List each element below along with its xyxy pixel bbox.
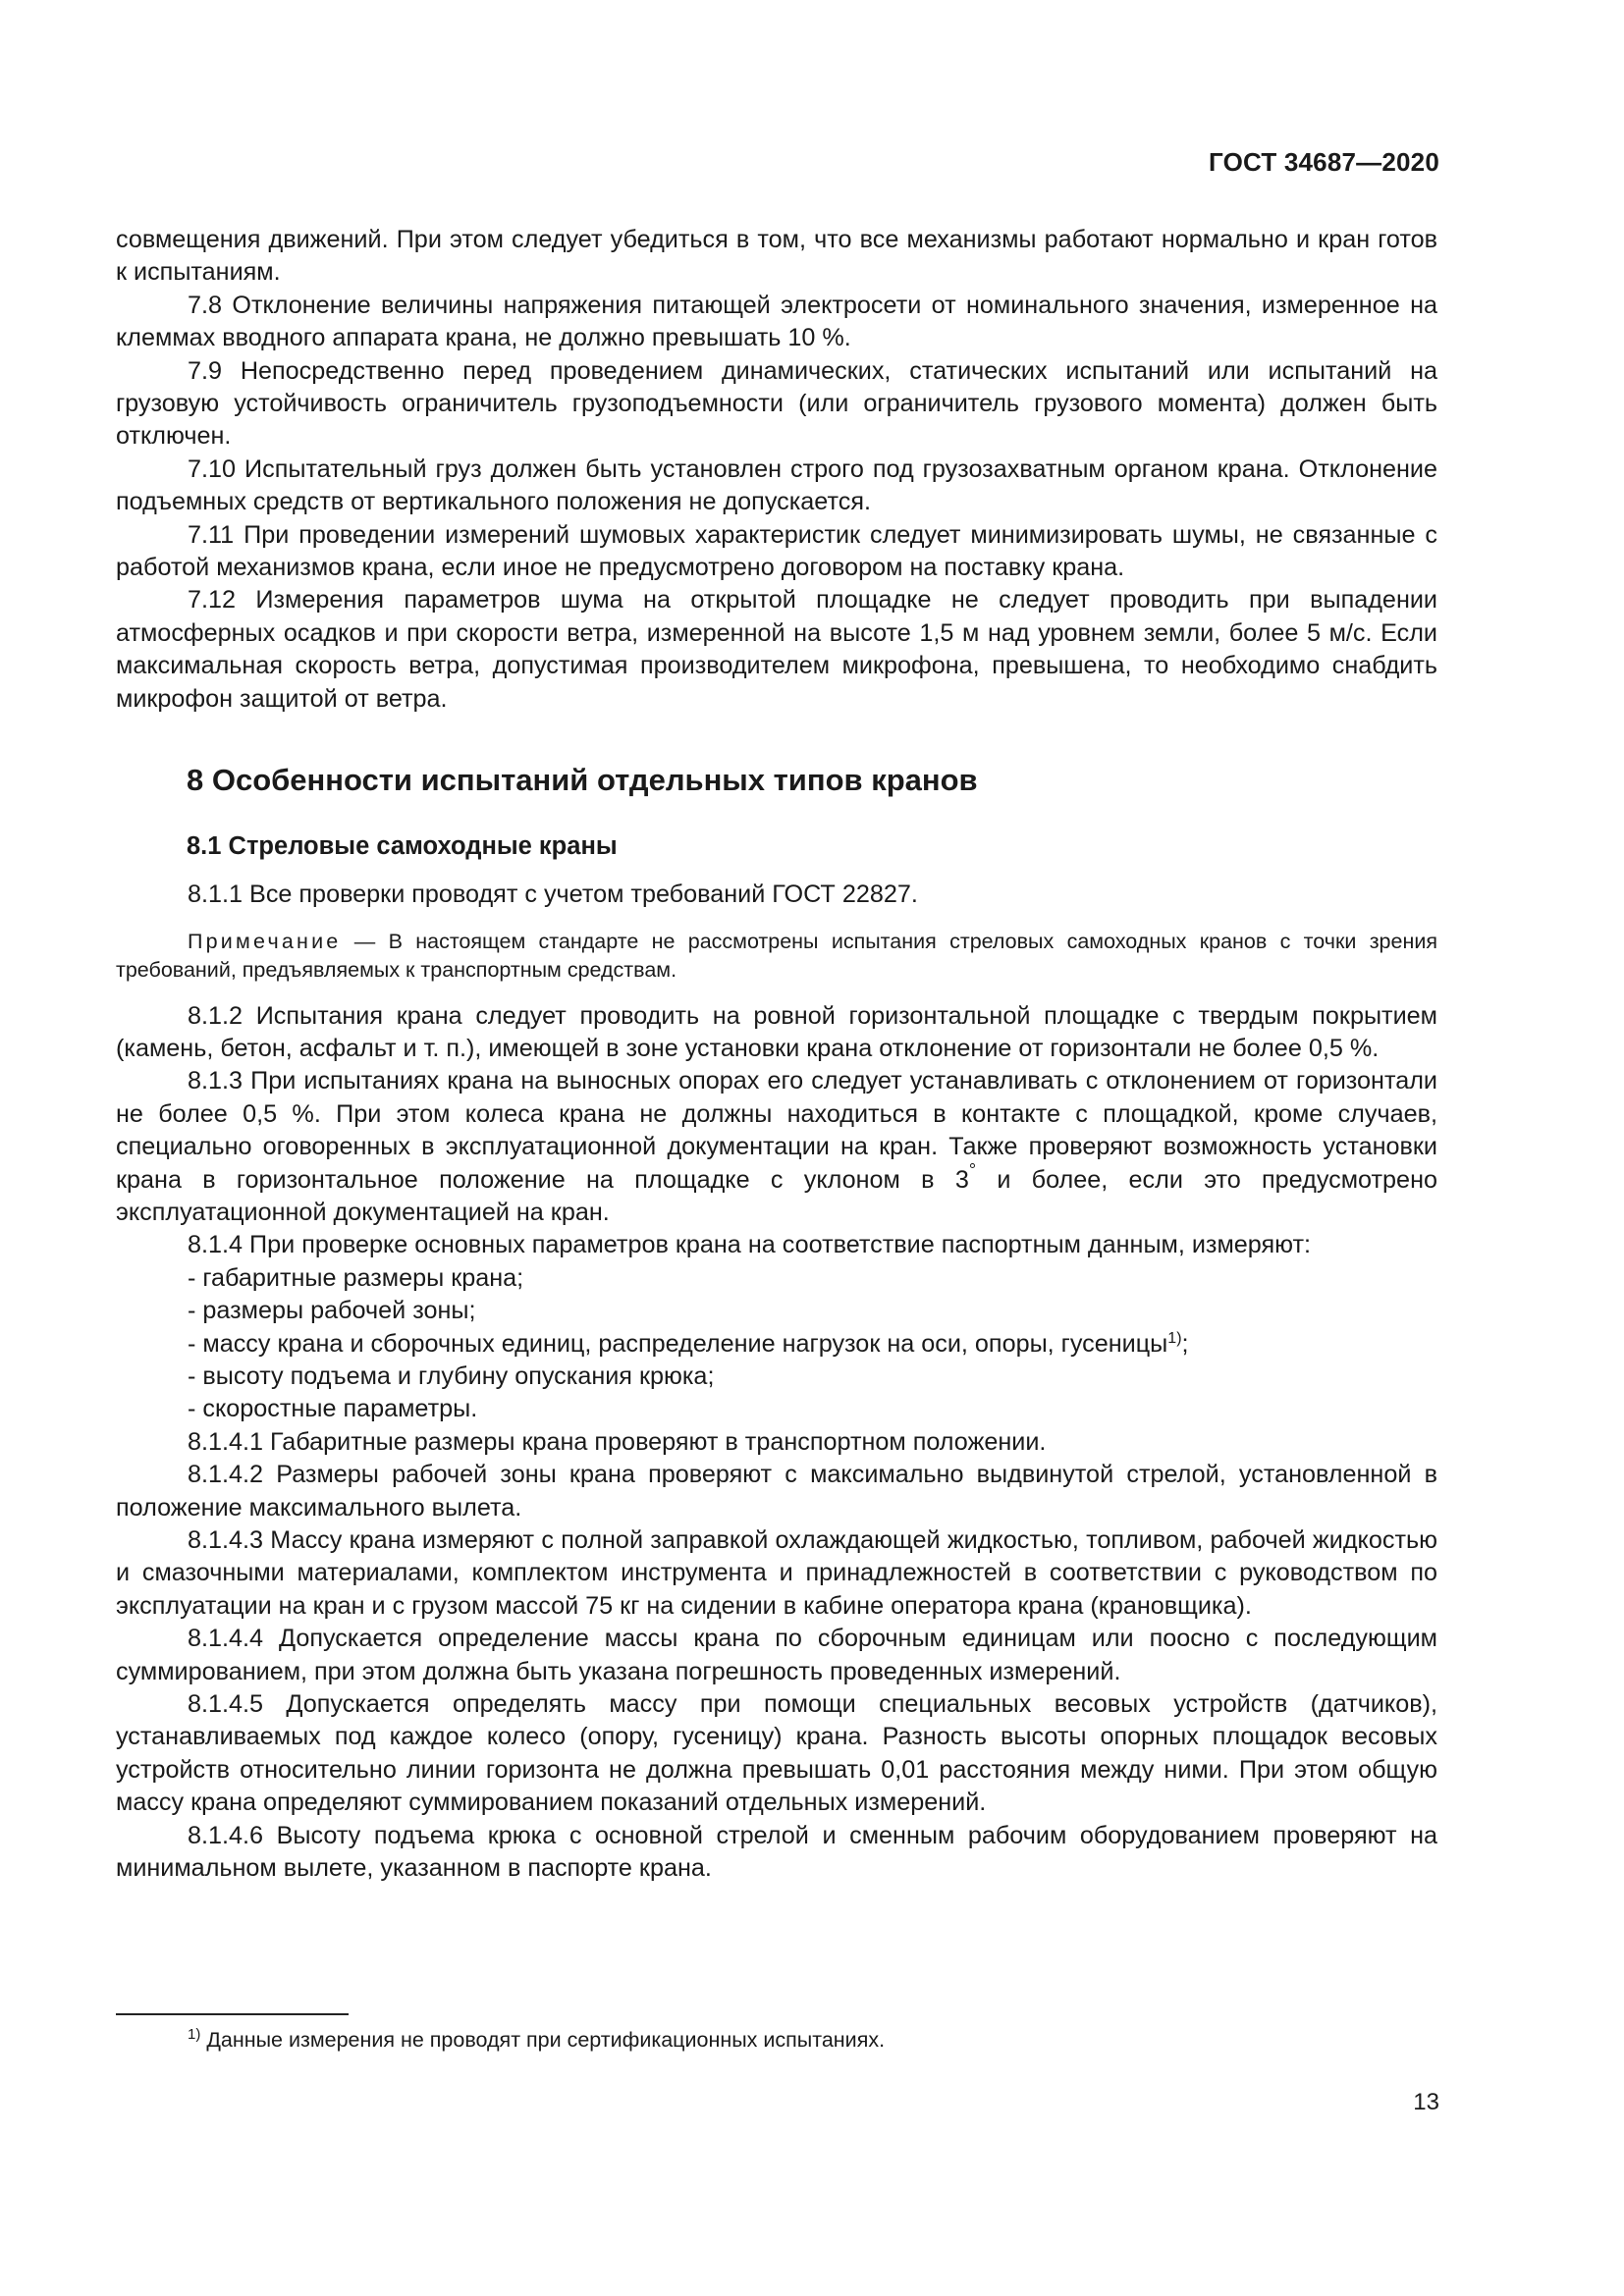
footnote-divider [116, 2013, 349, 2015]
paragraph-8-1-2: 8.1.2 Испытания крана следует проводить на ровной горизонтальной площадке с твердым покрытием (камень, бетон, асфальт и т. п.), имеющей в зоне установки крана отклонение от горизонтали не более 0,5 %. [116, 1001, 1437, 1062]
footnote-text: Данные измерения не проводят при сертификационных испытаниях. [200, 2028, 886, 2052]
degree-sign: ° [968, 1159, 977, 1180]
paragraph-7-10: 7.10 Испытательный груз должен быть установлен строго под грузозахватным органом крана. Отклонение подъемных средств от вертикального положения не допускается. [116, 454, 1437, 516]
paragraph-8-1-3: 8.1.3 При испытаниях крана на выносных опорах его следует устанавливать с отклонением от горизонтали не более 0,5 %. При этом колеса крана не должны находиться в контакте с площадкой, кроме случаев, специально оговоренных в эксплуатационной документации на кран. Также проверяют возможность установки крана в горизонтальное положение на площадке с уклоном в 3° и более, если это предусмотрено эксплуатационной документацией на кран. [116, 1067, 1437, 1226]
paragraph-7-9: 7.9 Непосредственно перед проведением динамических, статических испытаний или испытаний на грузовую устойчивость ограничитель грузоподъемности (или ограничитель грузового момента) должен быть отключен. [116, 356, 1437, 451]
paragraph-7-7-continuation: совмещения движений. При этом следует убедиться в том, что все механизмы работают нормально и кран готов к испытаниям. [116, 226, 1437, 287]
paragraph-8-1-4-4: 8.1.4.4 Допускается определение массы крана по сборочным единицам или поосно с последующим суммированием, при этом должна быть указана погрешность проведенных измерений. [116, 1625, 1437, 1685]
paragraph-7-11: 7.11 При проведении измерений шумовых характеристик следует минимизировать шумы, не связанные с работой механизмов крана, если иное не предусмотрено договором на поставку крана. [116, 520, 1437, 582]
subsection-8-1-heading: 8.1 Стреловые самоходные краны [187, 832, 618, 861]
footnote-mark: 1) [188, 2026, 201, 2043]
paragraph-7-12: 7.12 Измерения параметров шума на открытой площадке не следует проводить при выпадении атмосферных осадков и при скорости ветра, измеренной на высоте 1,5 м над уровнем земли, более 5 м/с. Если максимальная скорость ветра, допустимая производителем микрофона, превышена, то необходимо снабдить микрофон защитой от ветра. [116, 586, 1437, 713]
note-text: — В настоящем стандарте не рассмотрены испытания стреловых самоходных кранов с точки зрения требований, предъявляемых к транспортным средствам. [116, 929, 1437, 982]
body-text [116, 224, 1437, 1885]
footnote [188, 2026, 885, 2054]
page-number: 13 [1413, 2089, 1439, 2115]
paragraph-8-1-4-3: 8.1.4.3 Массу крана измеряют с полной заправкой охлаждающей жидкостью, топливом, рабочей жидкостью и смазочными материалами, комплектом инструмента и принадлежностей в соответствии с руководством по эксплуатации на кран и с грузом массой 75 кг на сидении в кабине оператора крана (крановщика). [116, 1526, 1437, 1620]
list-item: - габаритные размеры крана; [188, 1263, 524, 1292]
paragraph-8-1-4-1: 8.1.4.1 Габаритные размеры крана проверяют в транспортном положении. [188, 1427, 1047, 1456]
footnote-reference: 1) [1167, 1329, 1182, 1347]
paragraph-8-1-1: 8.1.1 Все проверки проводят с учетом требований ГОСТ 22827. [188, 881, 918, 909]
paragraph-8-1-4-2: 8.1.4.2 Размеры рабочей зоны крана проверяют с максимально выдвинутой стрелой, установленной в положение максимального вылета. [116, 1461, 1437, 1522]
list-item: - размеры рабочей зоны; [188, 1297, 476, 1325]
note [116, 928, 1437, 985]
list-item: - высоту подъема и глубину опускания крюка; [188, 1362, 715, 1390]
paragraph-7-8: 7.8 Отклонение величины напряжения питающей электросети от номинального значения, измеренное на клеммах вводного аппарата крана, не должно превышать 10 %. [116, 291, 1437, 352]
list-item: - скоростные параметры. [188, 1395, 478, 1423]
paragraph-8-1-4-6: 8.1.4.6 Высоту подъема крюка с основной стрелой и сменным рабочим оборудованием проверяют на минимальном вылете, указанном в паспорте крана. [116, 1821, 1437, 1883]
note-label: Примечание [188, 929, 342, 953]
list-item: - массу крана и сборочных единиц, распределение нагрузок на оси, опоры, гусеницы$^{1)}$; [188, 1329, 1189, 1358]
paragraph-8-1-4-5: 8.1.4.5 Допускается определять массу при помощи специальных весовых устройств (датчиков), устанавливаемых под каждое колесо (опору, гусеницу) крана. Разность высоты опорных площадок весовых устройств относительно линии горизонта не должна превышать 0,01 расстояния между ними. При этом общую массу крана определяют суммированием показаний отдельных измерений. [116, 1690, 1437, 1817]
standard-header: ГОСТ 34687—2020 [1209, 147, 1439, 177]
section-8-heading: 8 Особенности испытаний отдельных типов кранов [187, 763, 978, 798]
paragraph-8-1-4: 8.1.4 При проверке основных параметров крана на соответствие паспортным данным, измеряют: [188, 1231, 1312, 1259]
